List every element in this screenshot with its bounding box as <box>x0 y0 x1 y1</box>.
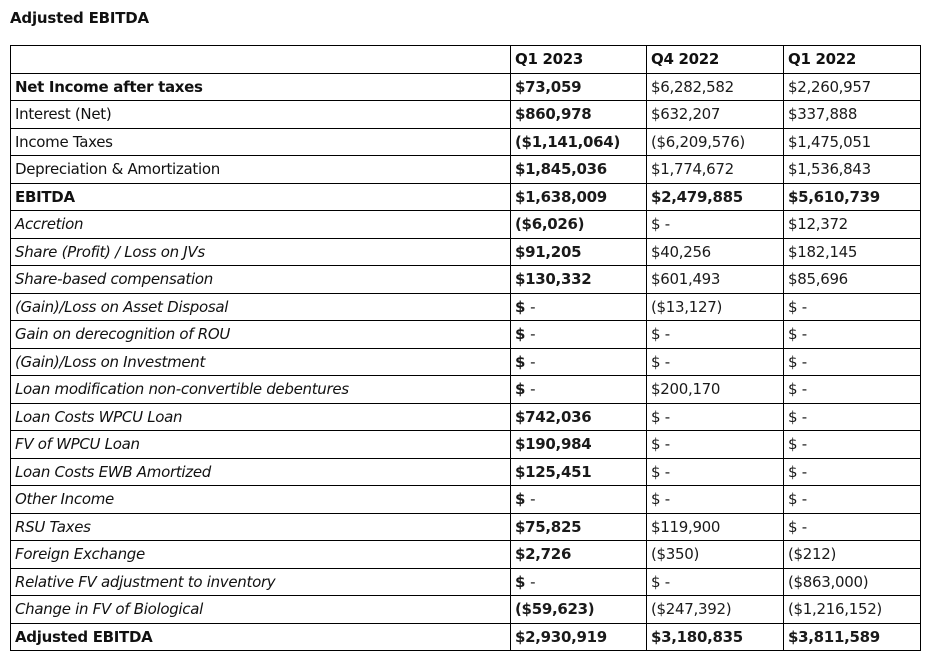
cell-q4-2022: ($247,392) <box>647 596 784 624</box>
cell-q1-2022: $ - <box>784 321 921 349</box>
cell-q1-2023: $ - <box>511 568 647 596</box>
row-label: Interest (Net) <box>11 101 511 129</box>
row-label: RSU Taxes <box>11 513 511 541</box>
cell-q4-2022: $632,207 <box>647 101 784 129</box>
cell-q1-2023: $2,726 <box>511 541 647 569</box>
dash: - <box>530 572 536 591</box>
cell-q4-2022: $ - <box>647 458 784 486</box>
table-row <box>11 623 921 651</box>
cell-q1-2022: $2,260,957 <box>784 73 921 101</box>
cell-q1-2022: $5,610,739 <box>784 183 921 211</box>
cell-q4-2022: $40,256 <box>647 238 784 266</box>
table-row <box>11 541 921 569</box>
row-label: Loan Costs EWB Amortized <box>11 458 511 486</box>
row-label: Net Income after taxes <box>11 73 511 101</box>
cell-q1-2022: $3,811,589 <box>784 623 921 651</box>
table-row <box>11 183 921 211</box>
row-label: Loan Costs WPCU Loan <box>11 403 511 431</box>
cell-q4-2022: $119,900 <box>647 513 784 541</box>
cell-q1-2022: ($1,216,152) <box>784 596 921 624</box>
cell-q1-2022: $12,372 <box>784 211 921 239</box>
cell-q1-2022: $ - <box>784 513 921 541</box>
table-row <box>11 266 921 294</box>
cell-q4-2022: $ - <box>647 211 784 239</box>
table-row <box>11 293 921 321</box>
dash: - <box>530 352 536 371</box>
cell-q1-2023: $190,984 <box>511 431 647 459</box>
cell-q4-2022: $200,170 <box>647 376 784 404</box>
table-row <box>11 211 921 239</box>
cell-q1-2023: $ - <box>511 486 647 514</box>
adjusted-ebitda-table <box>10 45 921 651</box>
row-label: Adjusted EBITDA <box>11 623 511 651</box>
cell-q1-2023: $742,036 <box>511 403 647 431</box>
row-label: (Gain)/Loss on Asset Disposal <box>11 293 511 321</box>
header-q4-2022: Q4 2022 <box>647 46 784 74</box>
table-row <box>11 73 921 101</box>
cell-q1-2022: $ - <box>784 348 921 376</box>
cell-q4-2022: $ - <box>647 321 784 349</box>
cell-q4-2022: $ - <box>647 348 784 376</box>
cell-q4-2022: $ - <box>647 431 784 459</box>
cell-q4-2022: $3,180,835 <box>647 623 784 651</box>
table-row <box>11 568 921 596</box>
dash: - <box>530 490 536 509</box>
row-label: Change in FV of Biological <box>11 596 511 624</box>
cell-q1-2023: $1,845,036 <box>511 156 647 184</box>
row-label: FV of WPCU Loan <box>11 431 511 459</box>
cell-q1-2023: $ - <box>511 348 647 376</box>
table-row <box>11 101 921 129</box>
cell-q1-2023: $130,332 <box>511 266 647 294</box>
table-row <box>11 403 921 431</box>
cell-q1-2022: $ - <box>784 376 921 404</box>
cell-q1-2022: ($863,000) <box>784 568 921 596</box>
header-row <box>11 46 921 74</box>
row-label: Accretion <box>11 211 511 239</box>
row-label: Share-based compensation <box>11 266 511 294</box>
table-row <box>11 596 921 624</box>
cell-q4-2022: ($13,127) <box>647 293 784 321</box>
cell-q1-2023: $125,451 <box>511 458 647 486</box>
row-label: Other Income <box>11 486 511 514</box>
row-label: Share (Profit) / Loss on JVs <box>11 238 511 266</box>
cell-q1-2023: $75,825 <box>511 513 647 541</box>
row-label: Relative FV adjustment to inventory <box>11 568 511 596</box>
cell-q1-2022: $ - <box>784 431 921 459</box>
table-row <box>11 238 921 266</box>
cell-q1-2022: $ - <box>784 458 921 486</box>
table-row <box>11 486 921 514</box>
cell-q1-2022: $182,145 <box>784 238 921 266</box>
dash: - <box>530 380 536 399</box>
cell-q1-2023: $ - <box>511 376 647 404</box>
dash: - <box>530 297 536 316</box>
table-row <box>11 156 921 184</box>
row-label: Gain on derecognition of ROU <box>11 321 511 349</box>
row-label: Income Taxes <box>11 128 511 156</box>
header-q1-2023: Q1 2023 <box>511 46 647 74</box>
row-label: Depreciation & Amortization <box>11 156 511 184</box>
cell-q1-2023: $2,930,919 <box>511 623 647 651</box>
header-q1-2022: Q1 2022 <box>784 46 921 74</box>
cell-q1-2023: ($6,026) <box>511 211 647 239</box>
cell-q4-2022: $6,282,582 <box>647 73 784 101</box>
cell-q1-2023: $1,638,009 <box>511 183 647 211</box>
cell-q4-2022: $ - <box>647 403 784 431</box>
header-label-col <box>11 46 511 74</box>
table-row <box>11 128 921 156</box>
cell-q1-2022: $85,696 <box>784 266 921 294</box>
table-row <box>11 348 921 376</box>
cell-q4-2022: $ - <box>647 486 784 514</box>
dash: - <box>530 325 536 344</box>
cell-q1-2023: $91,205 <box>511 238 647 266</box>
cell-q1-2022: $ - <box>784 486 921 514</box>
cell-q1-2023: ($1,141,064) <box>511 128 647 156</box>
cell-q1-2022: $ - <box>784 403 921 431</box>
cell-q4-2022: $ - <box>647 568 784 596</box>
table-title: Adjusted EBITDA <box>10 9 149 27</box>
row-label: Foreign Exchange <box>11 541 511 569</box>
cell-q1-2022: $1,475,051 <box>784 128 921 156</box>
row-label: Loan modification non-convertible debentures <box>11 376 511 404</box>
cell-q4-2022: ($350) <box>647 541 784 569</box>
table-row <box>11 458 921 486</box>
table-row <box>11 431 921 459</box>
table-row <box>11 513 921 541</box>
cell-q4-2022: $2,479,885 <box>647 183 784 211</box>
cell-q1-2022: ($212) <box>784 541 921 569</box>
cell-q4-2022: $1,774,672 <box>647 156 784 184</box>
cell-q1-2023: $ - <box>511 321 647 349</box>
cell-q1-2022: $ - <box>784 293 921 321</box>
table-row <box>11 321 921 349</box>
cell-q4-2022: $601,493 <box>647 266 784 294</box>
cell-q1-2022: $1,536,843 <box>784 156 921 184</box>
cell-q1-2023: $ - <box>511 293 647 321</box>
cell-q1-2023: ($59,623) <box>511 596 647 624</box>
row-label: EBITDA <box>11 183 511 211</box>
cell-q4-2022: ($6,209,576) <box>647 128 784 156</box>
table-row <box>11 376 921 404</box>
cell-q1-2022: $337,888 <box>784 101 921 129</box>
cell-q1-2023: $73,059 <box>511 73 647 101</box>
cell-q1-2023: $860,978 <box>511 101 647 129</box>
row-label: (Gain)/Loss on Investment <box>11 348 511 376</box>
